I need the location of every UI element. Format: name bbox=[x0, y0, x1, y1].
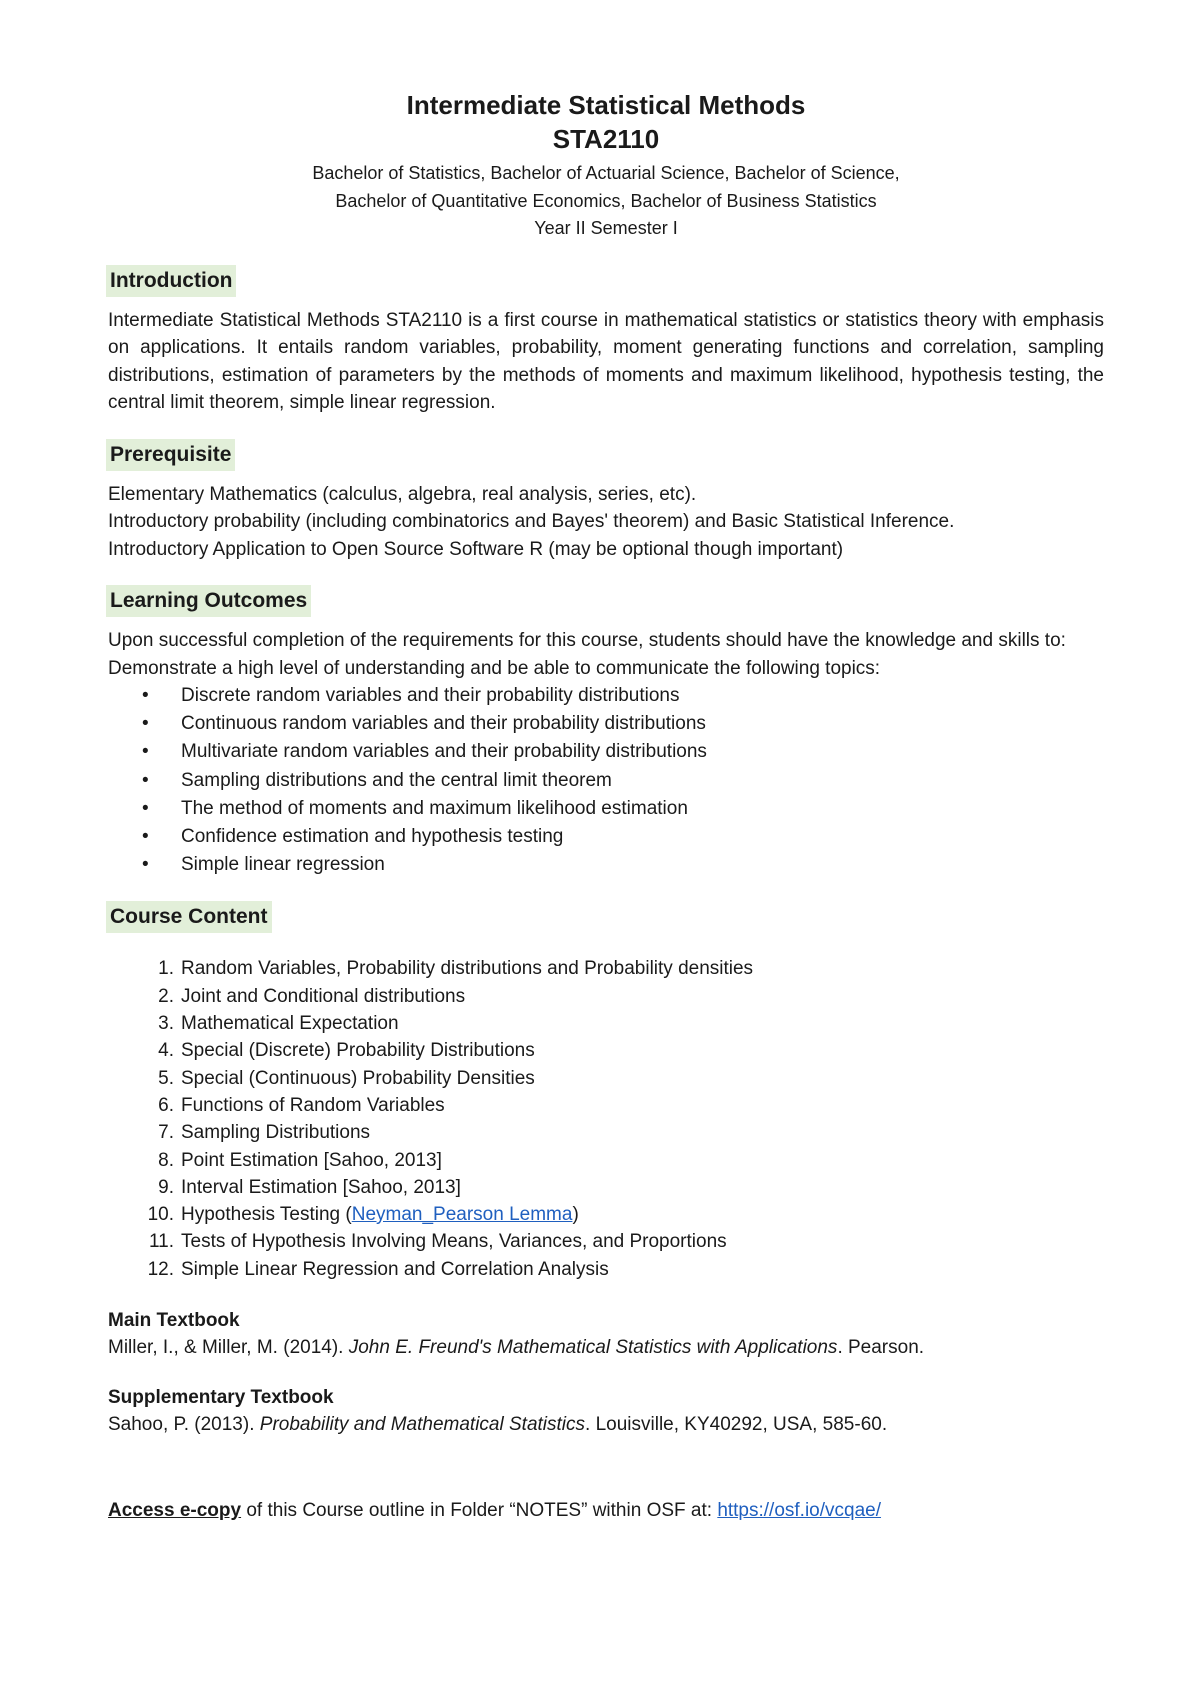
bullet-icon: • bbox=[142, 685, 149, 706]
access-line: Access e-copy of this Course outline in Folder “NOTES” within OSF at: https://osf.io/vcqae/ bbox=[108, 1499, 882, 1521]
access-e-copy-label: Access e-copy bbox=[108, 1499, 242, 1521]
osf-link[interactable]: https://osf.io/vcqae/ bbox=[717, 1499, 882, 1521]
programs-line-1: Bachelor of Statistics, Bachelor of Actuarial Science, Bachelor of Science, bbox=[312, 163, 900, 183]
list-item: 8. Point Estimation [Sahoo, 2013] bbox=[158, 1149, 442, 1171]
prerequisite-line: Elementary Mathematics (calculus, algebra, real analysis, series, etc). bbox=[108, 483, 697, 505]
bullet-icon: • bbox=[142, 854, 149, 876]
list-item: 10. Hypothesis Testing (Neyman_Pearson Lemma) bbox=[147, 1204, 579, 1226]
list-item: 6. Functions of Random Variables bbox=[158, 1094, 445, 1116]
list-item: • Simple linear regression bbox=[108, 851, 1104, 879]
list-item: 1. Random Variables, Probability distributions and Probability densities bbox=[158, 958, 754, 980]
list-item: • The method of moments and maximum likelihood estimation bbox=[108, 795, 1104, 823]
learning-outcomes-list bbox=[108, 682, 1104, 879]
bullet-icon: • bbox=[142, 797, 149, 819]
introduction-heading: Introduction bbox=[106, 265, 236, 297]
course-content-heading: Course Content bbox=[106, 901, 272, 933]
learning-outcomes-intro: Upon successful completion of the requirements for this course, students should have the knowledge and skills to: bbox=[108, 630, 1066, 651]
list-item: • Discrete random variables and their probability distributions bbox=[108, 682, 1104, 710]
main-textbook-label: Main Textbook bbox=[108, 1309, 240, 1331]
supplementary-textbook-citation: Sahoo, P. (2013). Probability and Mathematical Statistics. Louisville, KY40292, USA, 585-60. bbox=[108, 1414, 888, 1436]
introduction-text: Intermediate Statistical Methods STA2110 is a first course in mathematical statistics or statistics theory with emphasis on applications. It entails random variables, probability, moment generating functions and correlation, sampling distributions, estimation of parameters by the methods of moments and maximum likelihood, hypothesis testing, the central limit theorem, simple linear regression. bbox=[108, 309, 1104, 413]
document-content bbox=[108, 88, 1104, 1524]
bullet-icon: • bbox=[142, 826, 149, 848]
course-code: STA2110 bbox=[552, 124, 660, 154]
bullet-icon: • bbox=[142, 713, 149, 735]
learning-outcomes-heading: Learning Outcomes bbox=[106, 585, 311, 617]
course-content-list bbox=[108, 955, 1104, 1283]
list-item: 2. Joint and Conditional distributions bbox=[158, 985, 466, 1007]
list-item: 7. Sampling Distributions bbox=[158, 1122, 371, 1144]
programs-line-2: Bachelor of Quantitative Economics, Bachelor of Business Statistics bbox=[335, 190, 877, 211]
main-textbook-citation: Miller, I., & Miller, M. (2014). John E. Freund's Mathematical Statistics with Applications. Pearson. bbox=[108, 1337, 925, 1359]
list-item: 12. Simple Linear Regression and Correlation Analysis bbox=[147, 1258, 609, 1280]
neyman-pearson-link[interactable]: Neyman_Pearson Lemma bbox=[351, 1204, 573, 1226]
year-semester: Year II Semester I bbox=[534, 218, 678, 238]
prerequisite-line: Introductory Application to Open Source Software R (may be optional though important) bbox=[108, 538, 844, 560]
list-item: 5. Special (Continuous) Probability Densities bbox=[158, 1067, 535, 1089]
learning-outcomes-lead: Demonstrate a high level of understanding and be able to communicate the following topics: bbox=[108, 657, 881, 679]
bullet-icon: • bbox=[142, 769, 149, 791]
prerequisite-heading: Prerequisite bbox=[106, 439, 235, 471]
list-item: • Multivariate random variables and their probability distributions bbox=[108, 738, 1104, 766]
course-title: Intermediate Statistical Methods bbox=[406, 90, 806, 120]
list-item: • Sampling distributions and the central limit theorem bbox=[108, 767, 1104, 795]
list-item: 11. Tests of Hypothesis Involving Means, Variances, and Proportions bbox=[148, 1231, 727, 1253]
list-item: • Confidence estimation and hypothesis testing bbox=[108, 823, 1104, 851]
list-item: 3. Mathematical Expectation bbox=[158, 1013, 399, 1035]
list-item: 9. Interval Estimation [Sahoo, 2013] bbox=[158, 1176, 461, 1198]
prerequisite-line: Introductory probability (including combinatorics and Bayes' theorem) and Basic Statistical Inference. bbox=[108, 511, 955, 532]
list-item: 4. Special (Discrete) Probability Distributions bbox=[158, 1040, 535, 1062]
list-item: • Continuous random variables and their probability distributions bbox=[108, 710, 1104, 738]
bullet-icon: • bbox=[142, 741, 149, 763]
supplementary-textbook-label: Supplementary Textbook bbox=[108, 1386, 334, 1408]
